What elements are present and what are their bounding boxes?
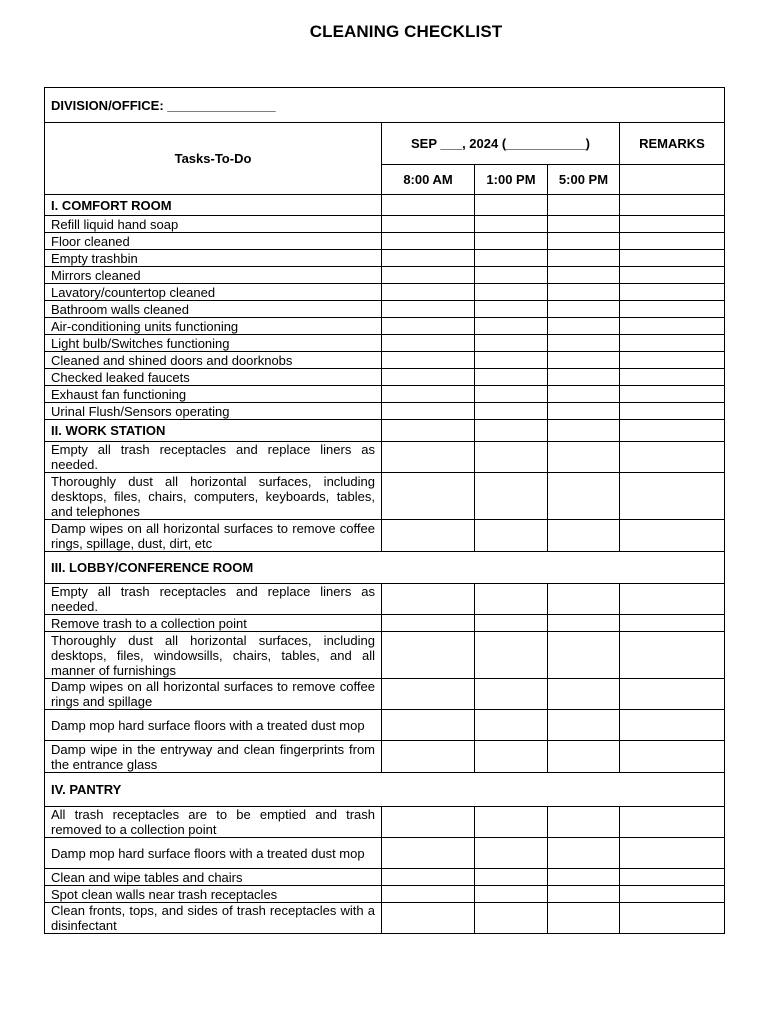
task-label: Damp mop hard surface floors with a treated dust mop (45, 710, 382, 741)
task-row (45, 473, 725, 520)
section-blank-cell (620, 420, 725, 442)
check-cell-1pm[interactable] (475, 838, 548, 869)
section-blank-cell (548, 195, 620, 216)
check-cell-8am[interactable] (382, 369, 475, 386)
check-cell-5pm[interactable] (548, 386, 620, 403)
task-label: Damp wipe in the entryway and clean fingerprints from the entrance glass (45, 741, 382, 773)
check-cell-5pm[interactable] (548, 284, 620, 301)
check-cell-8am[interactable] (382, 838, 475, 869)
check-cell-5pm[interactable] (548, 369, 620, 386)
check-cell-1pm[interactable] (475, 403, 548, 420)
task-row (45, 520, 725, 552)
task-row (45, 369, 725, 386)
remarks-cell[interactable] (620, 886, 725, 903)
check-cell-1pm[interactable] (475, 473, 548, 520)
check-cell-8am[interactable] (382, 886, 475, 903)
check-cell-5pm[interactable] (548, 520, 620, 552)
section-row (45, 773, 725, 807)
check-cell-5pm[interactable] (548, 710, 620, 741)
check-cell-5pm[interactable] (548, 838, 620, 869)
check-cell-5pm[interactable] (548, 679, 620, 710)
task-row (45, 615, 725, 632)
check-cell-5pm[interactable] (548, 442, 620, 473)
check-cell-1pm[interactable] (475, 869, 548, 886)
task-row (45, 632, 725, 679)
remarks-cell[interactable] (620, 584, 725, 615)
task-label: Lavatory/countertop cleaned (45, 284, 382, 301)
check-cell-1pm[interactable] (475, 520, 548, 552)
check-cell-1pm[interactable] (475, 301, 548, 318)
check-cell-8am[interactable] (382, 386, 475, 403)
check-cell-8am[interactable] (382, 710, 475, 741)
remarks-cell[interactable] (620, 679, 725, 710)
section-blank-cell (620, 195, 725, 216)
check-cell-8am[interactable] (382, 301, 475, 318)
tasks-to-do-header: Tasks-To-Do (45, 123, 382, 195)
task-label: Cleaned and shined doors and doorknobs (45, 352, 382, 369)
remarks-cell[interactable] (620, 838, 725, 869)
document-title: CLEANING CHECKLIST (309, 22, 503, 41)
remarks-cell[interactable] (620, 250, 725, 267)
check-cell-1pm[interactable] (475, 216, 548, 233)
check-cell-5pm[interactable] (548, 615, 620, 632)
check-cell-8am[interactable] (382, 284, 475, 301)
check-cell-8am[interactable] (382, 216, 475, 233)
remarks-cell[interactable] (620, 869, 725, 886)
remarks-cell[interactable] (620, 520, 725, 552)
task-label: Thoroughly dust all horizontal surfaces, including desktops, files, chairs, computers, keyboards, tables, and telephones (45, 473, 382, 520)
check-cell-8am[interactable] (382, 442, 475, 473)
section-heading: I. COMFORT ROOM (45, 195, 382, 216)
check-cell-1pm[interactable] (475, 615, 548, 632)
check-cell-1pm[interactable] (475, 679, 548, 710)
check-cell-8am[interactable] (382, 741, 475, 773)
task-row (45, 301, 725, 318)
remarks-cell[interactable] (620, 741, 725, 773)
task-row (45, 403, 725, 420)
check-cell-1pm[interactable] (475, 903, 548, 934)
check-cell-5pm[interactable] (548, 352, 620, 369)
header-row (45, 123, 725, 165)
check-cell-1pm[interactable] (475, 335, 548, 352)
check-cell-8am[interactable] (382, 679, 475, 710)
check-cell-5pm[interactable] (548, 632, 620, 679)
time-8am-header: 8:00 AM (382, 165, 475, 195)
task-row (45, 584, 725, 615)
check-cell-8am[interactable] (382, 403, 475, 420)
task-label: Air-conditioning units functioning (45, 318, 382, 335)
check-cell-1pm[interactable] (475, 233, 548, 250)
task-label: Exhaust fan functioning (45, 386, 382, 403)
section-heading: IV. PANTRY (45, 773, 725, 807)
check-cell-8am[interactable] (382, 632, 475, 679)
task-label: Clean fronts, tops, and sides of trash receptacles with a disinfectant (45, 903, 382, 934)
remarks-cell[interactable] (620, 284, 725, 301)
task-row (45, 386, 725, 403)
check-cell-5pm[interactable] (548, 473, 620, 520)
task-row (45, 903, 725, 934)
check-cell-5pm[interactable] (548, 584, 620, 615)
task-row (45, 335, 725, 352)
check-cell-1pm[interactable] (475, 284, 548, 301)
check-cell-5pm[interactable] (548, 233, 620, 250)
remarks-cell[interactable] (620, 335, 725, 352)
check-cell-1pm[interactable] (475, 886, 548, 903)
remarks-cell[interactable] (620, 903, 725, 934)
check-cell-5pm[interactable] (548, 250, 620, 267)
remarks-cell[interactable] (620, 267, 725, 284)
task-label: Checked leaked faucets (45, 369, 382, 386)
section-row (45, 552, 725, 584)
check-cell-1pm[interactable] (475, 250, 548, 267)
check-cell-5pm[interactable] (548, 869, 620, 886)
task-row (45, 869, 725, 886)
check-cell-8am[interactable] (382, 233, 475, 250)
task-label: Empty all trash receptacles and replace liners as needed. (45, 584, 382, 615)
task-label: Damp wipes on all horizontal surfaces to remove coffee rings, spillage, dust, dirt, etc (45, 520, 382, 552)
task-row (45, 284, 725, 301)
task-row (45, 352, 725, 369)
task-label: Refill liquid hand soap (45, 216, 382, 233)
section-blank-cell (548, 420, 620, 442)
remarks-cell[interactable] (620, 807, 725, 838)
task-label: Damp mop hard surface floors with a treated dust mop (45, 838, 382, 869)
task-row (45, 886, 725, 903)
task-row (45, 216, 725, 233)
check-cell-1pm[interactable] (475, 584, 548, 615)
remarks-cell[interactable] (620, 233, 725, 250)
check-cell-8am[interactable] (382, 615, 475, 632)
task-row (45, 741, 725, 773)
task-row (45, 267, 725, 284)
task-label: Damp wipes on all horizontal surfaces to remove coffee rings and spillage (45, 679, 382, 710)
check-cell-1pm[interactable] (475, 442, 548, 473)
remarks-cell[interactable] (620, 352, 725, 369)
check-cell-5pm[interactable] (548, 807, 620, 838)
remarks-header: REMARKS (620, 123, 725, 165)
date-header: SEP ___, 2024 (___________) (382, 123, 620, 165)
check-cell-8am[interactable] (382, 869, 475, 886)
check-cell-8am[interactable] (382, 473, 475, 520)
remarks-cell[interactable] (620, 386, 725, 403)
task-row (45, 318, 725, 335)
time-1pm-header: 1:00 PM (475, 165, 548, 195)
remarks-cell[interactable] (620, 403, 725, 420)
task-label: Empty all trash receptacles and replace liners as needed. (45, 442, 382, 473)
check-cell-8am[interactable] (382, 520, 475, 552)
division-office-field[interactable]: DIVISION/OFFICE: _______________ (45, 88, 725, 123)
check-cell-1pm[interactable] (475, 369, 548, 386)
check-cell-5pm[interactable] (548, 318, 620, 335)
remarks-cell[interactable] (620, 710, 725, 741)
task-row (45, 838, 725, 869)
remarks-cell[interactable] (620, 615, 725, 632)
remarks-cell[interactable] (620, 473, 725, 520)
task-label: Floor cleaned (45, 233, 382, 250)
checklist-table (44, 87, 725, 934)
task-row (45, 710, 725, 741)
remarks-subheader-cell (620, 165, 725, 195)
section-heading: III. LOBBY/CONFERENCE ROOM (45, 552, 725, 584)
check-cell-8am[interactable] (382, 352, 475, 369)
remarks-cell[interactable] (620, 369, 725, 386)
check-cell-1pm[interactable] (475, 352, 548, 369)
check-cell-5pm[interactable] (548, 267, 620, 284)
check-cell-8am[interactable] (382, 250, 475, 267)
check-cell-5pm[interactable] (548, 301, 620, 318)
remarks-cell[interactable] (620, 442, 725, 473)
check-cell-8am[interactable] (382, 807, 475, 838)
task-label: All trash receptacles are to be emptied and trash removed to a collection point (45, 807, 382, 838)
division-row (45, 88, 725, 123)
check-cell-8am[interactable] (382, 903, 475, 934)
section-heading: II. WORK STATION (45, 420, 382, 442)
task-row (45, 442, 725, 473)
task-label: Urinal Flush/Sensors operating (45, 403, 382, 420)
section-row (45, 420, 725, 442)
task-label: Bathroom walls cleaned (45, 301, 382, 318)
check-cell-1pm[interactable] (475, 267, 548, 284)
check-cell-1pm[interactable] (475, 741, 548, 773)
check-cell-5pm[interactable] (548, 741, 620, 773)
task-row (45, 233, 725, 250)
check-cell-5pm[interactable] (548, 216, 620, 233)
section-blank-cell (382, 195, 475, 216)
task-row (45, 807, 725, 838)
time-5pm-header: 5:00 PM (548, 165, 620, 195)
check-cell-5pm[interactable] (548, 903, 620, 934)
task-label: Light bulb/Switches functioning (45, 335, 382, 352)
check-cell-1pm[interactable] (475, 632, 548, 679)
check-cell-1pm[interactable] (475, 807, 548, 838)
section-blank-cell (475, 420, 548, 442)
check-cell-8am[interactable] (382, 335, 475, 352)
check-cell-1pm[interactable] (475, 386, 548, 403)
task-label: Empty trashbin (45, 250, 382, 267)
task-row (45, 250, 725, 267)
remarks-cell[interactable] (620, 301, 725, 318)
remarks-cell[interactable] (620, 632, 725, 679)
task-label: Spot clean walls near trash receptacles (45, 886, 382, 903)
task-label: Remove trash to a collection point (45, 615, 382, 632)
check-cell-5pm[interactable] (548, 886, 620, 903)
check-cell-8am[interactable] (382, 318, 475, 335)
remarks-cell[interactable] (620, 318, 725, 335)
check-cell-8am[interactable] (382, 267, 475, 284)
check-cell-1pm[interactable] (475, 710, 548, 741)
remarks-cell[interactable] (620, 216, 725, 233)
check-cell-8am[interactable] (382, 584, 475, 615)
section-row (45, 195, 725, 216)
section-blank-cell (475, 195, 548, 216)
check-cell-5pm[interactable] (548, 335, 620, 352)
task-row (45, 679, 725, 710)
check-cell-5pm[interactable] (548, 403, 620, 420)
task-label: Thoroughly dust all horizontal surfaces, including desktops, files, windowsills, chairs, tables, and all manner of furnishings (45, 632, 382, 679)
task-label: Clean and wipe tables and chairs (45, 869, 382, 886)
check-cell-1pm[interactable] (475, 318, 548, 335)
section-blank-cell (382, 420, 475, 442)
task-label: Mirrors cleaned (45, 267, 382, 284)
